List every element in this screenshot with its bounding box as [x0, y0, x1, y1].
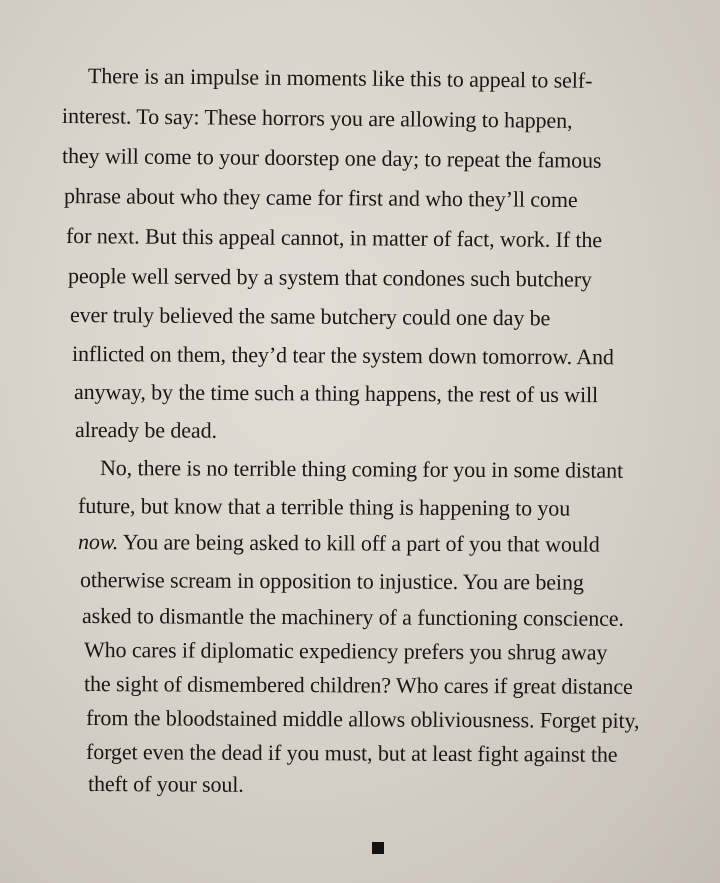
emphasized-word: now. — [77, 529, 119, 555]
text-line: otherwise scream in opposition to injustice. You are being — [79, 567, 584, 595]
text-line: inflicted on them, they’d tear the system down tomorrow. And — [71, 341, 614, 370]
text-line: theft of your soul. — [87, 771, 244, 797]
text-line: the sight of dismembered children? Who cares if great distance — [83, 671, 633, 699]
text-line: people well served by a system that condones such butchery — [67, 263, 592, 292]
text-line: There is an impulse in moments like this to appeal to self- — [87, 63, 593, 93]
text-line — [78, 528, 600, 559]
text-line: interest. To say: These horrors you are allowing to happen, — [61, 103, 573, 133]
text-line: anyway, by the time such a thing happens, the rest of us will — [73, 379, 599, 408]
text-line: from the bloodstained middle allows obliviousness. Forget pity, — [85, 705, 640, 733]
text-line: forget even the dead if you must, but at least fight against the — [85, 739, 618, 767]
section-end-square-icon — [372, 842, 384, 854]
text-line: ever truly believed the same butchery could one day be — [69, 302, 551, 331]
text-line: already be dead. — [74, 417, 218, 443]
text-line: for next. But this appeal cannot, in matter of fact, work. If the — [65, 223, 603, 253]
text-line: they will come to your doorstep one day; to repeat the famous — [61, 143, 602, 173]
text-line: No, there is no terrible thing coming for you in some distant — [99, 455, 624, 483]
text-line: phrase about who they came for first and who they’ll come — [63, 183, 578, 213]
text-line: future, but know that a terrible thing is happening to you — [77, 493, 571, 521]
text-line: Who cares if diplomatic expediency prefers you shrug away — [83, 637, 608, 665]
text-line: asked to dismantle the machinery of a functioning conscience. — [81, 603, 624, 631]
text-line-rest: You are being asked to kill off a part of you that would — [118, 529, 600, 557]
